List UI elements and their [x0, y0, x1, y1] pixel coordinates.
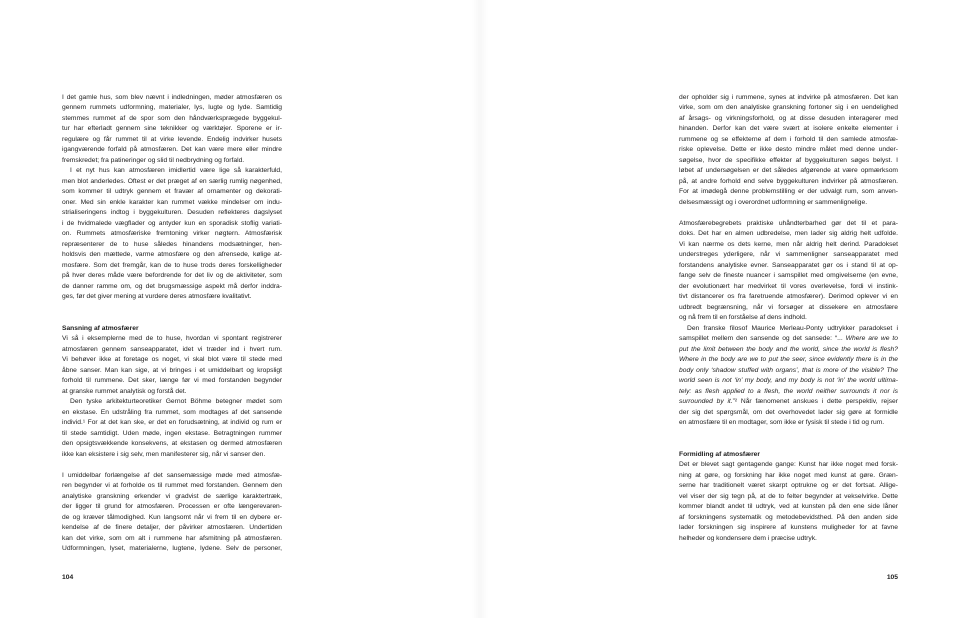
page-right [480, 0, 960, 618]
text-column [62, 93, 282, 555]
text-line: oner. Med sin enkle karakter kan rummet vække mindelser om indu- [62, 198, 282, 206]
italic-quote-run: tely: as flesh applied to a flesh, the world neither surrounds it nor is [679, 387, 898, 395]
italic-quote-run: Where in the body are we to put the seer, since evidently there is in the [679, 356, 898, 363]
text-line: serne har traditionelt været skarpt optrukne og er det fortsat. Allige- [679, 482, 898, 489]
text-line: holdsvis den mættede, varme atmosfære og den afrensede, kølige at- [62, 251, 282, 258]
text-line: mosfære. Som det fremgår, kan de to huse trods deres forskelligheder [62, 261, 282, 269]
text-line: Den tyske arkitekturteoretiker Gernot Böhme betegner mødet som [70, 398, 282, 405]
text-line: kommer blandt andet til udtryk, ved at kunsten på den ene side låner [679, 503, 898, 510]
paragraph [62, 471, 282, 555]
text-line: kendelse af de finere detaljer, der påvirker atmosfæren. Undertiden [62, 524, 282, 531]
text-line: åbne sanser. Man kan sige, at vi bringes i et umiddelbart og kropsligt [62, 366, 282, 374]
text-line: til stede samtidigt. Uden møde, ingen ekstase. Betragtningen rummer [62, 429, 282, 437]
text-line: regulære og får rummet til at virke levende. Endelig indvirker husets [62, 135, 282, 143]
text-line: Udformningen, lyset, materialerne, lugtene, lydene. Selv de personer, [62, 545, 282, 552]
text-line: i de hvidmalede vægflader og antyder kun en sporadisk stoflig variati- [62, 219, 282, 227]
text-line [679, 345, 898, 356]
text-run: samspillet mellem den sansende og det sansede: “... [679, 335, 846, 342]
text-line: en atmosfære til en modtager, som ikke er fysisk til stede i tid og rum. [679, 419, 885, 426]
text-line: lader forskningen sig inspirere af kunstens muligheder for at favne [679, 524, 898, 531]
text-line: kan det virke, som om alt i rummene har afsmitning på atmosfæren. [62, 534, 282, 542]
section-with-heading [62, 324, 282, 461]
text-line: de danner ramme om, og det brugsmæssige aspekt må derfor inddra- [62, 282, 282, 290]
text-line: men blot anderledes. Oftest er det præget af en særlig rumlig nøgenhed, [62, 177, 282, 185]
text-section [679, 219, 898, 429]
text-line: stemmes rummet af de spor som den håndværksprægede byggekul- [62, 114, 282, 122]
text-line: understreges yderligere, når vi sammenligner sanseapparatet med [679, 251, 898, 258]
paragraph [62, 334, 282, 397]
italic-quote-run: put the limit between the body and the world, since the world is flesh? [679, 345, 898, 353]
text-line: Vi så i eksemplerne med de to huse, hvordan vi spontant registrerer [62, 335, 282, 342]
text-line: udbredt begrænsning, når vi forsøger at dissekere en atmosfære [679, 303, 898, 311]
paragraph [679, 219, 898, 324]
text-line: en ekstase. En udstråling fra rummet, som modtages af det sansende [62, 408, 282, 416]
text-line: på hver deres måde være befordrende for det liv og de aktiviteter, som [62, 272, 282, 279]
page-number: 104 [62, 574, 74, 581]
text-line: I det gamle hus, som blev nævnt i indledningen, møder atmosfæren os [62, 93, 282, 101]
paragraph [679, 324, 898, 429]
text-line: af årsags- og virkningsforhold, og at disse desuden interagerer med [679, 114, 898, 122]
text-line: tur har efterladt gennem sine teknikker og værktøjer. Sporene er ir- [62, 125, 282, 132]
text-line: igangværende forfald på atmosfæren. Det kan være mere eller mindre [62, 146, 282, 153]
text-line: der ligger til grund for atmosfæren. Processen er ofte længerevaren- [62, 503, 282, 510]
paragraph [62, 397, 282, 460]
text-line: doks. Det har en almen udbredelse, men lader sig aldrig helt udfolde. [679, 230, 898, 237]
text-line [679, 366, 898, 377]
text-line: af forskningens systematik og metodebevidsthed. På den anden side [679, 513, 898, 521]
text-line: rummene og se effekterne af dem i forhold til den samlede atmosfæ- [679, 135, 898, 143]
text-line: I et nyt hus kan atmosfæren imidlertid være lige så karakterfuld, [70, 167, 282, 174]
text-line: analytiske granskning erkender vi gradvist de særlige karaktertræk, [62, 492, 282, 500]
text-line: on. Rummets atmosfæriske fremtoning virker nøgtern. Atmosfærisk [62, 230, 282, 237]
text-line: på, at andre forhold end selve byggekulturen indvirker på atmosfæren. [679, 177, 898, 185]
paragraph [62, 166, 282, 303]
text-line: delsesmæssigt og i overordnet udformning er sammenlignelige. [679, 198, 868, 206]
text-line: der sig det spørgsmål, om det overhovedet lader sig gøre at formidle [679, 408, 898, 416]
text-line [679, 355, 898, 366]
text-line: tivt distancerer os fra faretruende atmosfærer). Derimod oplever vi en [679, 293, 898, 300]
text-line: ikke kan eksistere i sig selv, men manifesterer sig, når vi sanser den. [62, 450, 266, 458]
text-line: Vi behøver ikke at foretage os noget, vi skal blot være til stede med [62, 356, 282, 363]
text-section [62, 93, 282, 303]
text-line: Den franske filosof Maurice Merleau-Ponty udtrykker paradokset i [687, 324, 898, 332]
text-line: repræsenterer de to huse således hinandens modsætninger, hen- [62, 240, 282, 248]
italic-quote-run: world seen is not ‘in’ my body, and my body is not ‘in’ the world ultima- [679, 377, 898, 384]
text-section [62, 471, 282, 555]
text-line: ges, før det giver mening at vurdere deres atmosfære kvalitativt. [62, 293, 252, 300]
text-line [679, 387, 898, 398]
text-line: riske oplevelse. Dette er ikke desto mindre målet med denne under- [679, 146, 898, 153]
text-run: ”² Når fænomenet anskues i dette perspektiv, rejser [732, 398, 898, 405]
text-line [679, 397, 898, 408]
text-line: For at imødegå denne problemstilling er der udvalgt rum, som anven- [679, 188, 898, 195]
text-line: ning at gøre, og forskning har ikke noget med kunst at gøre. Græn- [679, 471, 898, 479]
text-line: gennem rummets udformning, materialer, lys, lugte og lyde. Samtidig [62, 104, 282, 111]
paragraph [62, 93, 282, 167]
text-line: der opholder sig i rummene, synes at indvirke på atmosfæren. Det kan [679, 93, 898, 101]
text-line: individ.¹ For at det kan ske, er det en forudsætning, at individ og rum er [62, 419, 282, 426]
text-line: forhold til rummene. Det sker, længe før vi med forstanden begynder [62, 377, 282, 384]
paragraph [679, 93, 898, 209]
text-line: fange selv de fineste nuancer i samspillet med omgivelserne (en evne, [679, 272, 898, 279]
text-line: atmosfæren gennem sanseapparatet, idet vi træder ind i hvert rum. [62, 345, 282, 353]
text-line: forstandens analytiske evner. Sanseapparatet gør os i stand til at op- [679, 261, 898, 269]
text-line: fremskredet; fra patineringer og slid til nedbrydning og forfald. [62, 156, 245, 164]
text-line: der evolutionært har medvirket til vores overlevelse, fordi vi instink- [679, 282, 898, 290]
text-section [679, 93, 898, 209]
italic-quote-run: surrounded by it. [679, 398, 733, 405]
text-line: løbet af undersøgelsen er det således afgørende at være opmærksom [679, 167, 898, 174]
section-heading: Formidling af atmosfærer [679, 450, 761, 458]
text-line: søgelse, hvor de specifikke effekter af byggekulturen søges belyst. I [679, 156, 898, 164]
section-heading: Sansning af atmosfærer [62, 324, 139, 332]
italic-quote-run: body only ‘shadow stuffed with organs’, that is more of the visible? The [679, 366, 898, 374]
text-line: og nå frem til en forståelse af dens indhold. [679, 314, 807, 321]
text-line: virke, som om den analytiske granskning fortoner sig i en uendelighed [679, 104, 898, 111]
text-line: vel viser der sig tegn på, at de to felter begynder at vekselvirke. Dette [679, 492, 898, 500]
text-line: de og kræver tålmodighed. Kun langsomt når vi frem til en dybere er- [62, 513, 282, 521]
page-number: 105 [886, 574, 898, 581]
text-line: helheder og kondensere dem i præcise udtryk. [679, 534, 817, 542]
text-line [679, 334, 898, 345]
italic-quote-run: Where are we to [845, 335, 898, 342]
text-line [679, 376, 898, 387]
text-line: ren begynder vi at forholde os til rummet med forstanden. Gennem den [62, 482, 282, 489]
text-line: at granske rummet analytisk og forstå det. [62, 387, 187, 395]
text-column [679, 93, 898, 545]
text-line: den opsigtsvækkende konsekvens, at ekstasen og dermed atmosfæren [62, 440, 282, 447]
text-line: Atmosfærebegrebets praktiske uhåndterbarhed gør det til et para- [679, 219, 898, 227]
text-line: Vi kan nærme os dets kerne, men når aldrig helt derind. Paradokset [679, 240, 898, 248]
text-line: som kommer til udtryk gennem et fravær af ornamenter og dekorati- [62, 188, 282, 195]
text-line: strialiseringens indtog i byggekulturen. Desuden reflekteres dagslyset [62, 209, 282, 216]
text-line: hinanden. Derfor kan det være svært at isolere enkelte elementer i [679, 125, 898, 132]
paragraph [679, 460, 898, 544]
text-line: Det er blevet sagt gentagende gange: Kunst har ikke noget med forsk- [679, 461, 898, 468]
section-with-heading [679, 450, 898, 545]
text-line: I umiddelbar forlængelse af det sansemæssige møde med atmosfæ- [62, 471, 282, 479]
